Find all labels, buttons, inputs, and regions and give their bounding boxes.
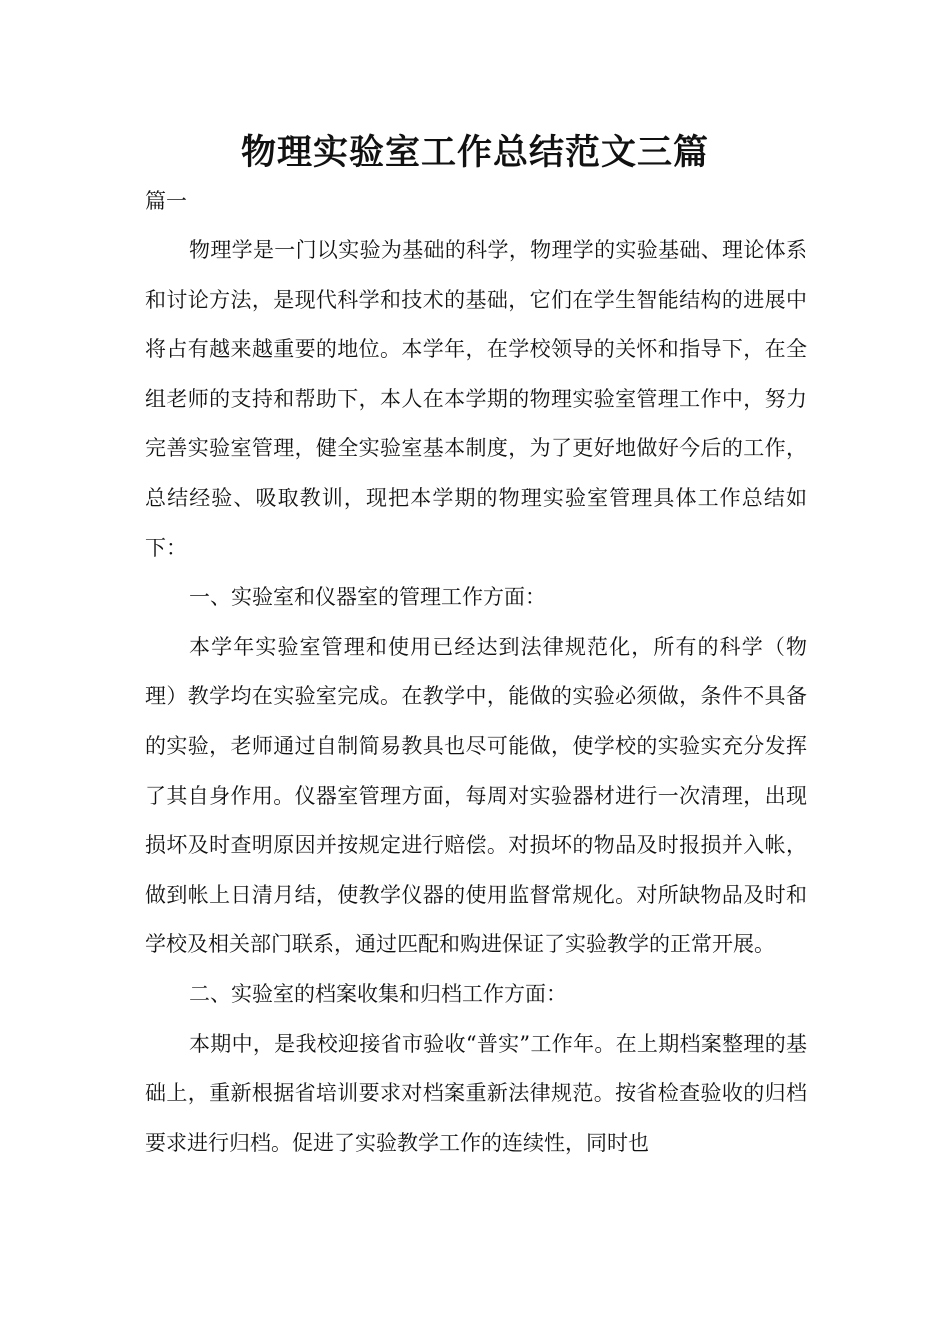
paragraph-archive-work: 本期中，是我校迎接省市验收“普实”工作年。在上期档案整理的基础上，重新根据省培训要求对档案重新法律规范。按省检查验收的归档要求进行归档。促进了实验教学工作的连续性，同时也 — [145, 1031, 807, 1155]
paragraph-intro: 物理学是一门以实验为基础的科学，物理学的实验基础、理论体系和讨论方法，是现代科学和技术的基础，它们在学生智能结构的进展中将占有越来越重要的地位。本学年，在学校领导的关怀和指导下，在全组老师的支持和帮助下，本人在本学期的物理实验室管理工作中，努力完善实验室管理，健全实验室基本制度，为了更好地做好今后的工作，总结经验、吸取教训，现把本学期的物理实验室管理具体工作总结如下： — [145, 238, 807, 560]
document-title: 物理实验室工作总结范文三篇 — [240, 133, 709, 173]
paragraph-lab-management: 本学年实验室管理和使用已经达到法律规范化，所有的科学（物理）教学均在实验室完成。在教学中，能做的实验必须做，条件不具备的实验，老师通过自制简易教具也尽可能做，使学校的实验实充分发挥了其自身作用。仪器室管理方面，每周对实验器材进行一次清理，出现损坏及时查明原因并按规定进行赔偿。对损坏的物品及时报损并入帐，做到帐上日清月结，使教学仪器的使用监督常规化。对所缺物品及时和学校及相关部门联系，通过匹配和购进保证了实验教学的正常开展。 — [145, 634, 807, 957]
heading-archive-work: 二、实验室的档案收集和归档工作方面： — [189, 981, 567, 1006]
section-label: 篇一 — [145, 189, 187, 213]
heading-lab-management: 一、实验室和仪器室的管理工作方面： — [189, 585, 546, 610]
document-body — [145, 226, 807, 1168]
